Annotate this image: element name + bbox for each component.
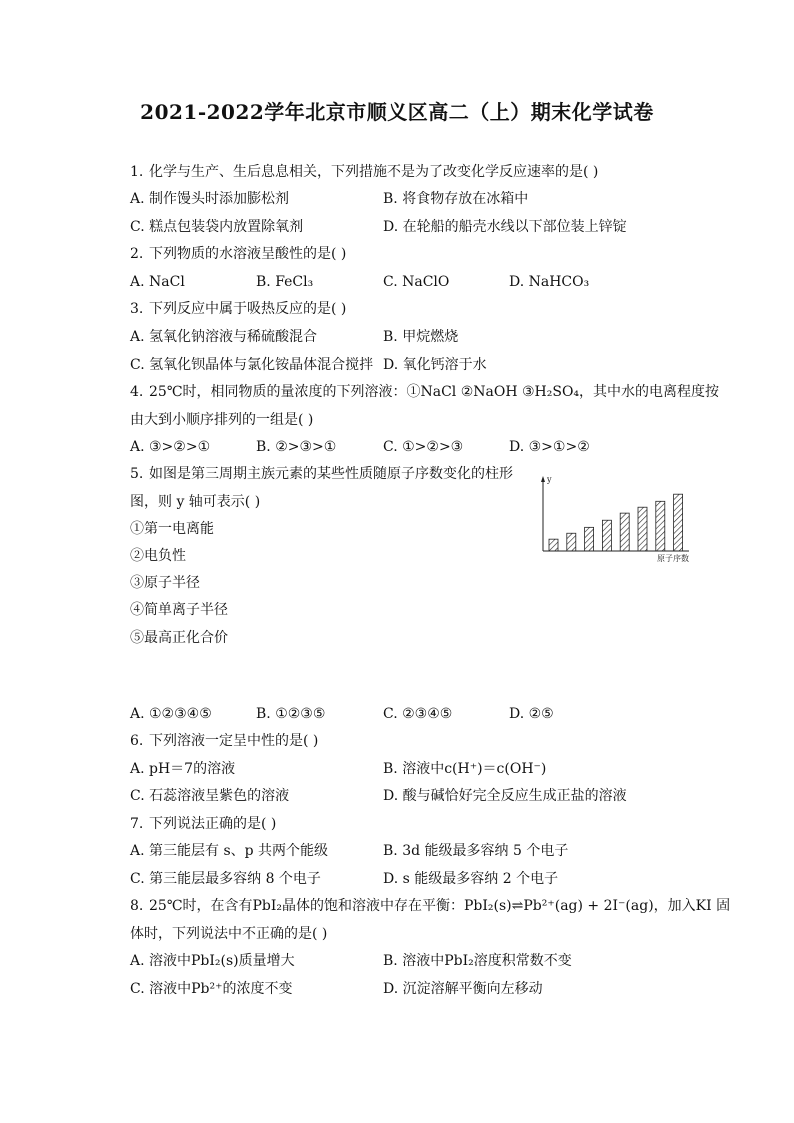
question-stem: 25℃时，相同物质的量浓度的下列溶液：①NaCl ②NaOH ③H₂SO₄，其中水的电离程度按 bbox=[149, 384, 720, 400]
list-item: ③原子半径 bbox=[130, 575, 200, 591]
option-c: C. ①>②>③ bbox=[383, 439, 464, 455]
option-d: D. s 能级最多容纳 2 个电子 bbox=[383, 871, 559, 887]
option-a: A. ③>②>① bbox=[130, 439, 211, 455]
question-4-continued: 由大到小顺序排列的一组是( ) bbox=[130, 412, 314, 428]
question-stem: 25℃时，在含有PbI₂晶体的饱和溶液中存在平衡：PbI₂(s)⇌Pb²⁺(ag) + 2I⁻(ag)，加入KI 固 bbox=[149, 898, 731, 914]
question-stem: 下列说法正确的是( ) bbox=[149, 816, 277, 832]
question-stem: 下列溶液一定呈中性的是( ) bbox=[149, 733, 319, 749]
question-3 bbox=[130, 300, 346, 318]
option-b: B. 将食物存放在冰箱中 bbox=[383, 191, 529, 207]
bar bbox=[549, 539, 558, 551]
bar bbox=[567, 533, 576, 551]
option-a: A. NaCl bbox=[130, 274, 185, 290]
y-axis-label: y bbox=[547, 475, 552, 484]
question-1 bbox=[130, 163, 598, 181]
option-a: A. ①②③④⑤ bbox=[130, 706, 212, 722]
option-d: D. NaHCO₃ bbox=[509, 274, 590, 290]
y-axis-arrow bbox=[541, 476, 545, 482]
bar bbox=[620, 513, 629, 551]
list-item: ⑤最高正化合价 bbox=[130, 630, 228, 646]
option-c: C. 溶液中Pb²⁺的浓度不变 bbox=[130, 981, 293, 997]
question-5-continued: 图，则 y 轴可表示( ) bbox=[130, 494, 261, 510]
option-c: C. NaClO bbox=[383, 274, 450, 290]
bar bbox=[656, 501, 665, 551]
option-b: B. FeCl₃ bbox=[256, 274, 314, 290]
question-2 bbox=[130, 245, 346, 263]
option-b: B. 溶液中c(H⁺)＝c(OH⁻) bbox=[383, 761, 547, 777]
list-item: ②电负性 bbox=[130, 548, 186, 564]
option-c: C. 氢氧化钡晶体与氯化铵晶体混合搅拌 bbox=[130, 357, 374, 373]
option-d: D. 氧化钙溶于水 bbox=[383, 357, 487, 373]
option-c: C. 糕点包装袋内放置除氧剂 bbox=[130, 219, 304, 235]
question-7 bbox=[130, 815, 276, 833]
question-8-continued: 体时，下列说法中不正确的是( ) bbox=[130, 926, 328, 942]
option-d: D. 酸与碱恰好完全反应生成正盐的溶液 bbox=[383, 788, 627, 804]
option-d: D. ③>①>② bbox=[509, 439, 590, 455]
question-number: 5. bbox=[130, 466, 144, 482]
list-item: ④简单离子半径 bbox=[130, 602, 228, 618]
option-a: A. 氢氧化钠溶液与稀硫酸混合 bbox=[130, 329, 318, 345]
question-stem: 下列物质的水溶液呈酸性的是( ) bbox=[149, 246, 347, 262]
bars bbox=[549, 494, 683, 551]
option-c: C. 第三能层最多容纳 8 个电子 bbox=[130, 871, 321, 887]
question-stem: 如图是第三周期主族元素的某些性质随原子序数变化的柱形 bbox=[149, 466, 513, 482]
option-b: B. ①②③⑤ bbox=[256, 706, 326, 722]
question-stem: 化学与生产、生后息息相关，下列措施不是为了改变化学反应速率的是( ) bbox=[149, 164, 599, 180]
option-a: A. pH＝7的溶液 bbox=[130, 761, 236, 777]
question-5 bbox=[130, 465, 513, 483]
bar bbox=[674, 494, 683, 551]
option-a: A. 溶液中PbI₂(s)质量增大 bbox=[130, 953, 295, 969]
bar bbox=[638, 507, 647, 551]
question-4 bbox=[130, 383, 719, 401]
option-d: D. 沉淀溶解平衡向左移动 bbox=[383, 981, 543, 997]
question-6 bbox=[130, 732, 318, 750]
option-c: C. ②③④⑤ bbox=[383, 706, 453, 722]
bar bbox=[585, 527, 594, 551]
option-b: B. 甲烷燃烧 bbox=[383, 329, 459, 345]
option-d: D. 在轮船的船壳水线以下部位装上锌锭 bbox=[383, 219, 627, 235]
question-8 bbox=[130, 897, 730, 915]
page-title: 2021-2022学年北京市顺义区高二（上）期末化学试卷 bbox=[140, 100, 654, 124]
bar-chart bbox=[537, 472, 693, 564]
question-number: 3. bbox=[130, 301, 144, 317]
question-stem: 下列反应中属于吸热反应的是( ) bbox=[149, 301, 347, 317]
option-a: A. 第三能层有 s、p 共两个能级 bbox=[130, 843, 329, 859]
list-item: ①第一电离能 bbox=[130, 521, 214, 537]
question-number: 4. bbox=[130, 384, 144, 400]
question-number: 2. bbox=[130, 246, 144, 262]
option-a: A. 制作馒头时添加膨松剂 bbox=[130, 191, 290, 207]
x-axis-label: 原子序数 bbox=[657, 554, 689, 563]
option-d: D. ②⑤ bbox=[509, 706, 554, 722]
option-b: B. 3d 能级最多容纳 5 个电子 bbox=[383, 843, 569, 859]
bar bbox=[602, 520, 611, 551]
option-c: C. 石蕊溶液呈紫色的溶液 bbox=[130, 788, 290, 804]
question-number: 1. bbox=[130, 164, 144, 180]
option-b: B. 溶液中PbI₂溶度积常数不变 bbox=[383, 953, 572, 969]
question-number: 8. bbox=[130, 898, 144, 914]
question-number: 7. bbox=[130, 816, 144, 832]
option-b: B. ②>③>① bbox=[256, 439, 337, 455]
question-number: 6. bbox=[130, 733, 144, 749]
